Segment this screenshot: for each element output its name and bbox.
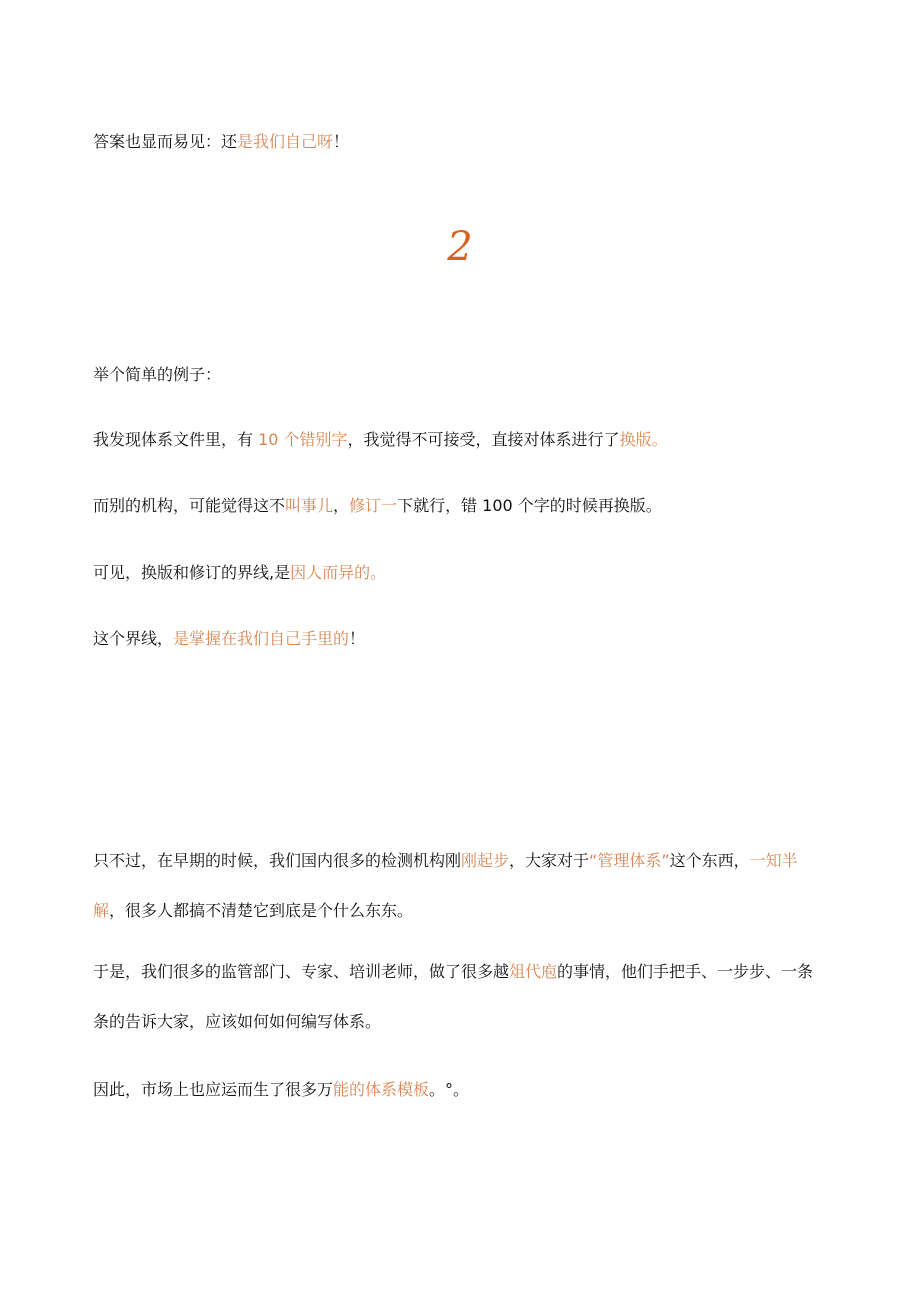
body-text: 这个东西， — [669, 851, 750, 870]
body-text: 于是，我们很多的监管部门、专家、培训老师，做了很多越 — [93, 962, 510, 981]
paragraph-templates — [93, 1079, 828, 1101]
paragraph-boundary-ours — [93, 628, 828, 650]
paragraph-overstep — [93, 947, 828, 1047]
paragraph-early-days — [93, 836, 828, 936]
paragraph-boundary-varies — [93, 562, 828, 584]
body-text: ， — [333, 496, 350, 515]
paragraph-example-typos — [93, 429, 828, 451]
body-text: ，我觉得不可接受，直接对体系进行了 — [347, 430, 620, 449]
body-text: ，很多人都搞不清楚它到底是个什么东东。 — [109, 901, 414, 920]
paragraph-other-institution — [93, 495, 828, 517]
body-text: 这个界线， — [93, 629, 174, 648]
paragraph-answer — [93, 131, 828, 153]
section-number: 2 — [447, 224, 473, 270]
body-text: 我发现体系文件里，有 — [93, 430, 259, 449]
body-text: ！ — [333, 132, 350, 151]
highlighted-text: “管理体系” — [589, 851, 670, 870]
body-text: 答案也显而易见：还 — [93, 132, 238, 151]
highlighted-text: 叫事儿 — [285, 496, 334, 515]
body-text: 因此，市场上也应运而生了很多万 — [93, 1080, 334, 1099]
paragraph-example-intro — [93, 364, 828, 386]
body-text: 的事情，他们手把手、一步步、一条条的告诉大家，应该如何如何编写体系。 — [93, 962, 814, 1031]
highlighted-text: 俎代庖 — [509, 962, 558, 981]
highlighted-text: 是掌握在我们自己手里的 — [173, 629, 350, 648]
body-text: 下就行，错 100 个字的时候再换版。 — [397, 496, 662, 515]
body-text: 只不过，在早期的时候，我们国内很多的检测机构刚 — [93, 851, 462, 870]
body-text: ！ — [349, 629, 366, 648]
highlighted-text: 刚起步 — [461, 851, 510, 870]
highlighted-text: 一知半解 — [93, 851, 798, 920]
body-text: 而别的机构，可能觉得这不 — [93, 496, 286, 515]
body-text: 。°。 — [429, 1080, 470, 1099]
highlighted-text: 因人而异的。 — [290, 563, 387, 582]
highlighted-text: 能的体系模板 — [333, 1080, 430, 1099]
body-text: 举个简单的例子： — [93, 365, 222, 384]
highlighted-text: 换版。 — [619, 430, 668, 449]
highlighted-text: 修订一 — [349, 496, 398, 515]
body-text: ，大家对于 — [509, 851, 590, 870]
highlighted-text: 10 个错别字 — [258, 430, 348, 449]
highlighted-text: 是我们自己呀 — [237, 132, 334, 151]
body-text: 可见，换版和修订的界线,是 — [93, 563, 291, 582]
